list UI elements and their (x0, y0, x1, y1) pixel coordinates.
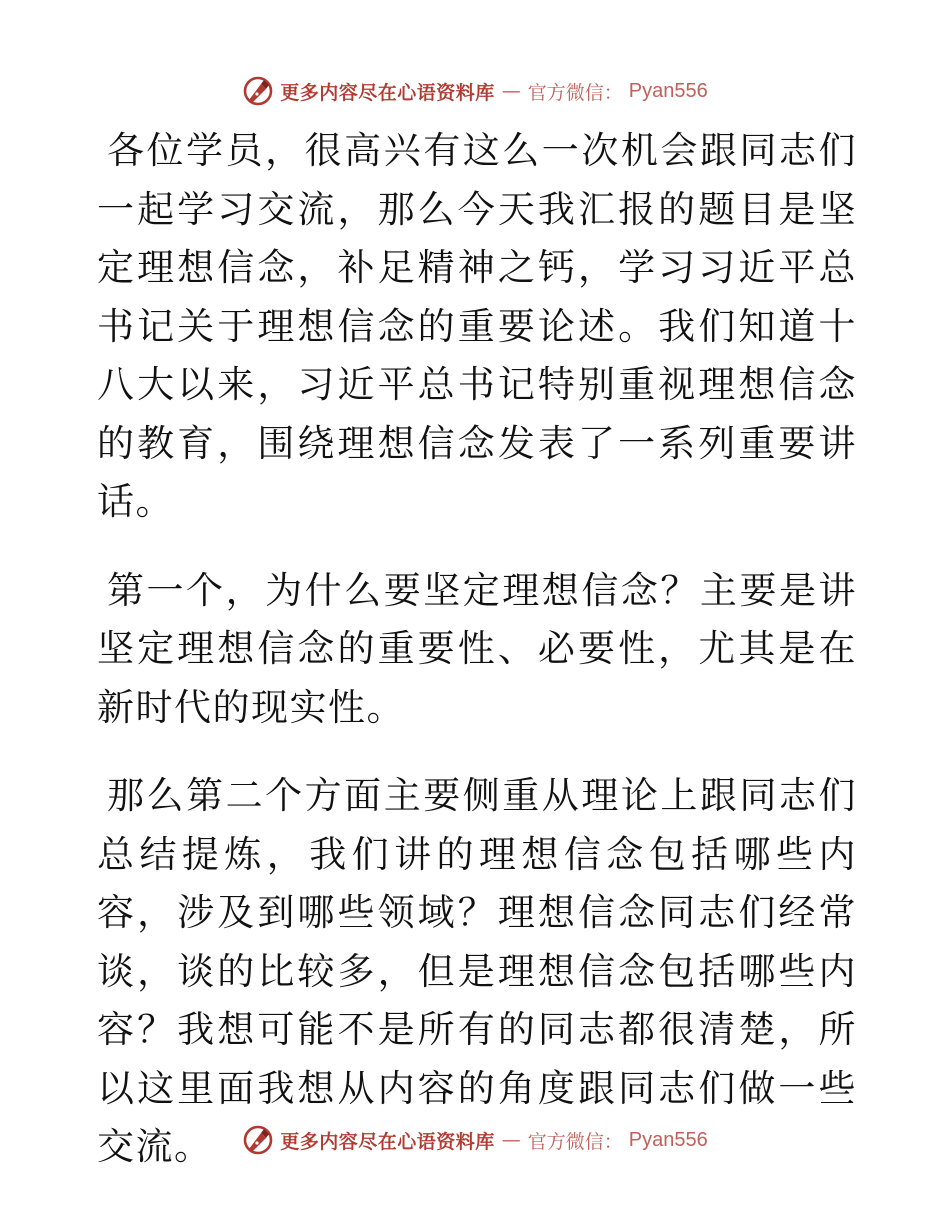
pen-nib-circle-icon (242, 1124, 274, 1156)
footer-banner-content (242, 1124, 708, 1156)
paragraph-2: 第一个，为什么要坚定理想信念？主要是讲坚定理想信念的重要性、必要性，尤其是在新时代的现实性。 (97, 568, 857, 729)
footer-banner (0, 1120, 950, 1160)
header-banner (0, 71, 950, 111)
header-banner-wechat-label: 官方微信： (527, 81, 623, 104)
footer-banner-title: 更多内容尽在心语资料库 (280, 1130, 495, 1153)
paragraph-3: 那么第二个方面主要侧重从理论上跟同志们总结提炼，我们讲的理想信念包括哪些内容，涉及到哪些领域？理想信念同志们经常谈，谈的比较多，但是理想信念包括哪些内容？我想可能不是所有的同志都很清楚，所以这里面我想从内容的角度跟同志们做一些交流。 (97, 774, 857, 1168)
header-banner-content (242, 75, 708, 107)
document-body (97, 122, 857, 1207)
header-banner-title: 更多内容尽在心语资料库 (280, 81, 495, 104)
paragraph-1: 各位学员，很高兴有这么一次机会跟同志们一起学习交流，那么今天我汇报的题目是坚定理想信念，补足精神之钙，学习习近平总书记关于理想信念的重要论述。我们知道十八大以来，习近平总书记特别重视理想信念的教育，围绕理想信念发表了一系列重要讲话。 (97, 129, 857, 523)
footer-banner-dash: — (501, 1129, 521, 1151)
header-banner-dash: — (501, 80, 521, 102)
footer-banner-wechat-id: Pyan556 (628, 1128, 708, 1151)
footer-banner-wechat-label: 官方微信： (527, 1130, 623, 1153)
pen-nib-circle-icon (242, 75, 274, 107)
header-banner-wechat-id: Pyan556 (628, 79, 708, 102)
